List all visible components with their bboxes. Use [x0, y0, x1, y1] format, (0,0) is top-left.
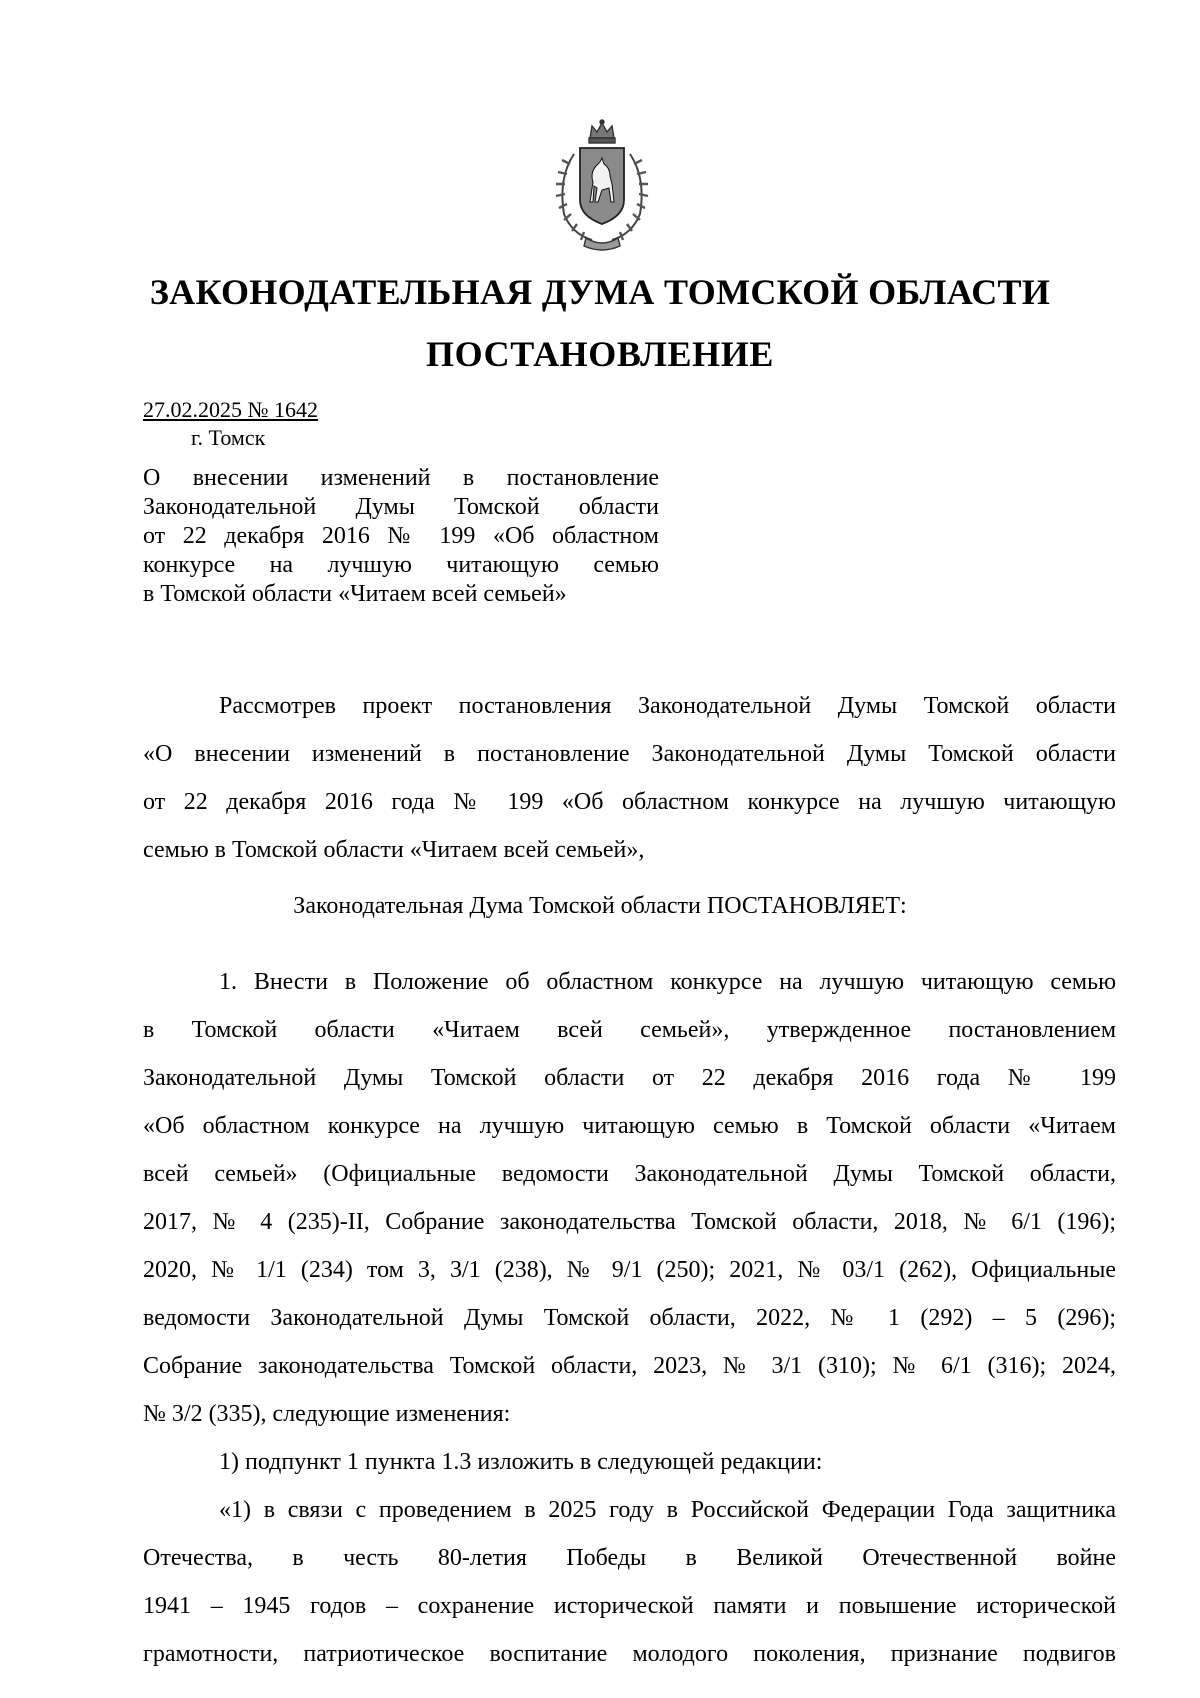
item-1-line: 2020, № 1/1 (234) том 3, 3/1 (238), № 9/1 (250); 2021, № 03/1 (262), Официальные [143, 1257, 1116, 1283]
item-1-paragraph [143, 958, 1116, 1438]
document-city: г. Томск [191, 425, 266, 450]
preamble-line: от 22 декабря 2016 года № 199 «Об областном конкурсе на лучшую читающую [143, 789, 1116, 815]
preamble-paragraph [143, 682, 1116, 874]
subject-line: от 22 декабря 2016 № 199 «Об областном [143, 523, 659, 549]
preamble-line: семью в Томской области «Читаем всей семьей», [143, 837, 645, 863]
item-1-line: «Об областном конкурсе на лучшую читающую семью в Томской области «Читаем [143, 1113, 1116, 1139]
document-type-title: ПОСТАНОВЛЕНИЕ [426, 334, 774, 374]
subitem-1-paragraph [143, 1438, 1116, 1486]
subject-line: О внесении изменений в постановление [143, 465, 659, 491]
item-1-line: Собрание законодательства Томской области, 2023, № 3/1 (310); № 6/1 (316); 2024, [143, 1353, 1116, 1379]
subitem-1-line: 1) подпункт 1 пункта 1.3 изложить в следующей редакции: [219, 1449, 823, 1475]
decree-line: Законодательная Дума Томской области ПОСТАНОВЛЯЕТ: [293, 893, 907, 919]
item-1-line: всей семьей» (Официальные ведомости Законодательной Думы Томской области, [143, 1161, 1116, 1187]
item-1-line: ведомости Законодательной Думы Томской области, 2022, № 1 (292) – 5 (296); [143, 1305, 1116, 1331]
item-1-line: № 3/2 (335), следующие изменения: [143, 1401, 511, 1427]
subject-line: в Томской области «Читаем всей семьей» [143, 581, 567, 607]
quote-line: «1) в связи с проведением в 2025 году в Российской Федерации Года защитника [219, 1497, 1116, 1523]
preamble-line: Рассмотрев проект постановления Законодательной Думы Томской области [219, 693, 1116, 719]
item-1-line: 1. Внести в Положение об областном конкурсе на лучшую читающую семью [219, 969, 1116, 995]
quote-line: 1941 – 1945 годов – сохранение исторической памяти и повышение исторической [143, 1593, 1116, 1619]
coat-of-arms-emblem [540, 118, 664, 256]
item-1-line: Законодательной Думы Томской области от 22 декабря 2016 года № 199 [143, 1065, 1116, 1091]
subject-line: Законодательной Думы Томской области [143, 494, 659, 520]
item-1-line: 2017, № 4 (235)-II, Собрание законодательства Томской области, 2018, № 6/1 (196); [143, 1209, 1116, 1235]
document-date-number: 27.02.2025 № 1642 [143, 397, 318, 422]
quote-line: грамотности, патриотическое воспитание молодого поколения, признание подвигов [143, 1641, 1116, 1667]
document-subject [143, 464, 659, 609]
preamble-line: «О внесении изменений в постановление Законодательной Думы Томской области [143, 741, 1116, 767]
quote-line: Отечества, в честь 80-летия Победы в Великой Отечественной войне [143, 1545, 1116, 1571]
organization-title: ЗАКОНОДАТЕЛЬНАЯ ДУМА ТОМСКОЙ ОБЛАСТИ [149, 272, 1051, 312]
item-1-line: в Томской области «Читаем всей семьей», утвержденное постановлением [143, 1017, 1116, 1043]
quoted-text-paragraph [143, 1486, 1116, 1678]
subject-line: конкурсе на лучшую читающую семью [143, 552, 659, 578]
